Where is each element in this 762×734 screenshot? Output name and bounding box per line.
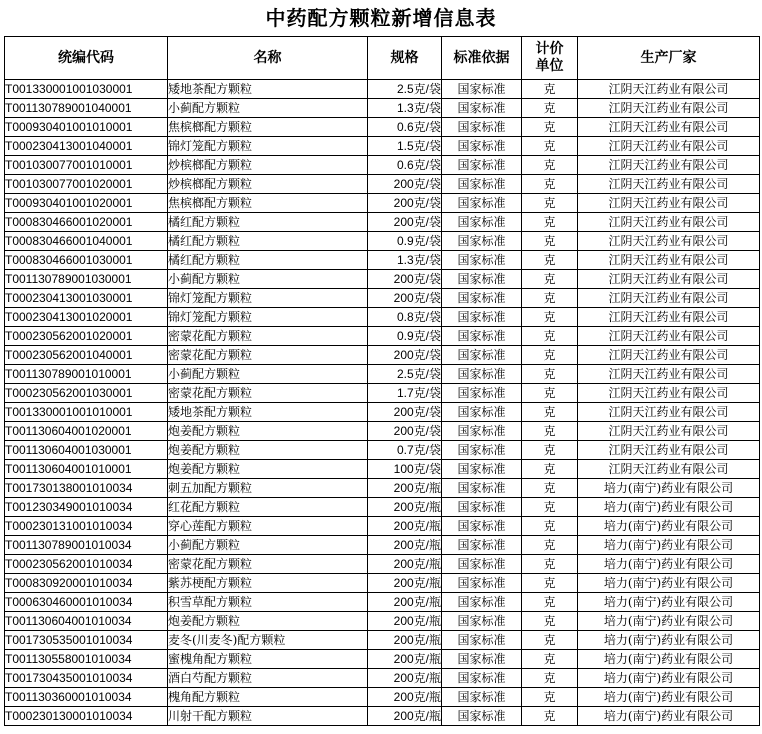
manufacturer-cell: 江阴天江药业有限公司 bbox=[578, 270, 760, 289]
table-row bbox=[5, 669, 760, 688]
standard-cell: 国家标准 bbox=[442, 669, 522, 688]
code-cell: T001230349001010034 bbox=[5, 498, 168, 517]
spec-cell: 200克/袋 bbox=[368, 270, 442, 289]
spec-cell: 0.8克/袋 bbox=[368, 308, 442, 327]
code-cell: T000230131001010034 bbox=[5, 517, 168, 536]
standard-cell: 国家标准 bbox=[442, 460, 522, 479]
code-cell: T000230562001030001 bbox=[5, 384, 168, 403]
spec-cell: 1.3克/袋 bbox=[368, 99, 442, 118]
header-name: 名称 bbox=[168, 37, 368, 80]
standard-cell: 国家标准 bbox=[442, 422, 522, 441]
code-cell: T001130789001010001 bbox=[5, 365, 168, 384]
code-cell: T001130558001010034 bbox=[5, 650, 168, 669]
unit-cell: 克 bbox=[522, 194, 578, 213]
table-row bbox=[5, 156, 760, 175]
unit-cell: 克 bbox=[522, 156, 578, 175]
standard-cell: 国家标准 bbox=[442, 612, 522, 631]
table-row bbox=[5, 498, 760, 517]
standard-cell: 国家标准 bbox=[442, 270, 522, 289]
manufacturer-cell: 江阴天江药业有限公司 bbox=[578, 80, 760, 99]
standard-cell: 国家标准 bbox=[442, 479, 522, 498]
name-cell: 紫苏梗配方颗粒 bbox=[168, 574, 368, 593]
name-cell: 锦灯笼配方颗粒 bbox=[168, 137, 368, 156]
table-row bbox=[5, 517, 760, 536]
spec-cell: 0.9克/袋 bbox=[368, 327, 442, 346]
name-cell: 积雪草配方颗粒 bbox=[168, 593, 368, 612]
manufacturer-cell: 江阴天江药业有限公司 bbox=[578, 403, 760, 422]
standard-cell: 国家标准 bbox=[442, 346, 522, 365]
spec-cell: 0.6克/袋 bbox=[368, 156, 442, 175]
table-row bbox=[5, 365, 760, 384]
standard-cell: 国家标准 bbox=[442, 80, 522, 99]
header-manufacturer: 生产厂家 bbox=[578, 37, 760, 80]
name-cell: 锦灯笼配方颗粒 bbox=[168, 308, 368, 327]
unit-cell: 克 bbox=[522, 574, 578, 593]
spec-cell: 200克/袋 bbox=[368, 175, 442, 194]
table-row bbox=[5, 232, 760, 251]
manufacturer-cell: 江阴天江药业有限公司 bbox=[578, 422, 760, 441]
manufacturer-cell: 江阴天江药业有限公司 bbox=[578, 327, 760, 346]
manufacturer-cell: 培力(南宁)药业有限公司 bbox=[578, 555, 760, 574]
name-cell: 橘红配方颗粒 bbox=[168, 251, 368, 270]
standard-cell: 国家标准 bbox=[442, 517, 522, 536]
standard-cell: 国家标准 bbox=[442, 498, 522, 517]
manufacturer-cell: 培力(南宁)药业有限公司 bbox=[578, 631, 760, 650]
table-row bbox=[5, 327, 760, 346]
code-cell: T000230562001040001 bbox=[5, 346, 168, 365]
manufacturer-cell: 培力(南宁)药业有限公司 bbox=[578, 574, 760, 593]
standard-cell: 国家标准 bbox=[442, 99, 522, 118]
manufacturer-cell: 江阴天江药业有限公司 bbox=[578, 137, 760, 156]
name-cell: 穿心莲配方颗粒 bbox=[168, 517, 368, 536]
unit-cell: 克 bbox=[522, 99, 578, 118]
name-cell: 蜜槐角配方颗粒 bbox=[168, 650, 368, 669]
standard-cell: 国家标准 bbox=[442, 650, 522, 669]
spec-cell: 200克/瓶 bbox=[368, 517, 442, 536]
unit-cell: 克 bbox=[522, 327, 578, 346]
name-cell: 槐角配方颗粒 bbox=[168, 688, 368, 707]
name-cell: 炮姜配方颗粒 bbox=[168, 422, 368, 441]
spec-cell: 2.5克/袋 bbox=[368, 80, 442, 99]
spec-cell: 200克/袋 bbox=[368, 194, 442, 213]
table-row bbox=[5, 175, 760, 194]
code-cell: T001130789001010034 bbox=[5, 536, 168, 555]
name-cell: 矮地茶配方颗粒 bbox=[168, 80, 368, 99]
standard-cell: 国家标准 bbox=[442, 137, 522, 156]
manufacturer-cell: 江阴天江药业有限公司 bbox=[578, 441, 760, 460]
table-row bbox=[5, 707, 760, 726]
code-cell: T000230413001040001 bbox=[5, 137, 168, 156]
spec-cell: 200克/瓶 bbox=[368, 498, 442, 517]
manufacturer-cell: 江阴天江药业有限公司 bbox=[578, 460, 760, 479]
standard-cell: 国家标准 bbox=[442, 327, 522, 346]
spec-cell: 200克/瓶 bbox=[368, 479, 442, 498]
table-row bbox=[5, 403, 760, 422]
spec-cell: 200克/瓶 bbox=[368, 707, 442, 726]
standard-cell: 国家标准 bbox=[442, 555, 522, 574]
table-row bbox=[5, 536, 760, 555]
unit-cell: 克 bbox=[522, 80, 578, 99]
code-cell: T001130604001010001 bbox=[5, 460, 168, 479]
spec-cell: 200克/瓶 bbox=[368, 593, 442, 612]
code-cell: T000230562001020001 bbox=[5, 327, 168, 346]
table-row bbox=[5, 270, 760, 289]
unit-cell: 克 bbox=[522, 175, 578, 194]
spec-cell: 0.9克/袋 bbox=[368, 232, 442, 251]
unit-cell: 克 bbox=[522, 612, 578, 631]
standard-cell: 国家标准 bbox=[442, 156, 522, 175]
unit-cell: 克 bbox=[522, 593, 578, 612]
unit-cell: 克 bbox=[522, 289, 578, 308]
spec-cell: 200克/瓶 bbox=[368, 669, 442, 688]
table-row bbox=[5, 289, 760, 308]
manufacturer-cell: 江阴天江药业有限公司 bbox=[578, 156, 760, 175]
name-cell: 炒槟榔配方颗粒 bbox=[168, 175, 368, 194]
name-cell: 橘红配方颗粒 bbox=[168, 213, 368, 232]
manufacturer-cell: 江阴天江药业有限公司 bbox=[578, 251, 760, 270]
unit-cell: 克 bbox=[522, 346, 578, 365]
standard-cell: 国家标准 bbox=[442, 365, 522, 384]
manufacturer-cell: 江阴天江药业有限公司 bbox=[578, 232, 760, 251]
table-row bbox=[5, 213, 760, 232]
name-cell: 炮姜配方颗粒 bbox=[168, 441, 368, 460]
unit-cell: 克 bbox=[522, 232, 578, 251]
manufacturer-cell: 江阴天江药业有限公司 bbox=[578, 99, 760, 118]
code-cell: T000230413001030001 bbox=[5, 289, 168, 308]
manufacturer-cell: 江阴天江药业有限公司 bbox=[578, 175, 760, 194]
table-row bbox=[5, 688, 760, 707]
spec-cell: 200克/瓶 bbox=[368, 650, 442, 669]
code-cell: T001330001001030001 bbox=[5, 80, 168, 99]
unit-cell: 克 bbox=[522, 365, 578, 384]
name-cell: 密蒙花配方颗粒 bbox=[168, 327, 368, 346]
table-row bbox=[5, 612, 760, 631]
unit-cell: 克 bbox=[522, 441, 578, 460]
name-cell: 炮姜配方颗粒 bbox=[168, 460, 368, 479]
code-cell: T000230130001010034 bbox=[5, 707, 168, 726]
unit-cell: 克 bbox=[522, 251, 578, 270]
table-row bbox=[5, 137, 760, 156]
name-cell: 酒白芍配方颗粒 bbox=[168, 669, 368, 688]
manufacturer-cell: 培力(南宁)药业有限公司 bbox=[578, 688, 760, 707]
table-row bbox=[5, 80, 760, 99]
standard-cell: 国家标准 bbox=[442, 688, 522, 707]
header-unit: 计价单位 bbox=[522, 37, 578, 80]
code-cell: T000830466001040001 bbox=[5, 232, 168, 251]
name-cell: 小蓟配方颗粒 bbox=[168, 270, 368, 289]
standard-cell: 国家标准 bbox=[442, 441, 522, 460]
unit-cell: 克 bbox=[522, 669, 578, 688]
spec-cell: 2.5克/袋 bbox=[368, 365, 442, 384]
table-row bbox=[5, 460, 760, 479]
name-cell: 红花配方颗粒 bbox=[168, 498, 368, 517]
unit-cell: 克 bbox=[522, 688, 578, 707]
manufacturer-cell: 培力(南宁)药业有限公司 bbox=[578, 498, 760, 517]
spec-cell: 200克/瓶 bbox=[368, 612, 442, 631]
name-cell: 锦灯笼配方颗粒 bbox=[168, 289, 368, 308]
manufacturer-cell: 培力(南宁)药业有限公司 bbox=[578, 517, 760, 536]
table-row bbox=[5, 650, 760, 669]
code-cell: T000230413001020001 bbox=[5, 308, 168, 327]
table-row bbox=[5, 194, 760, 213]
manufacturer-cell: 培力(南宁)药业有限公司 bbox=[578, 536, 760, 555]
name-cell: 焦槟榔配方颗粒 bbox=[168, 194, 368, 213]
standard-cell: 国家标准 bbox=[442, 403, 522, 422]
standard-cell: 国家标准 bbox=[442, 593, 522, 612]
manufacturer-cell: 培力(南宁)药业有限公司 bbox=[578, 479, 760, 498]
unit-cell: 克 bbox=[522, 118, 578, 137]
spec-cell: 1.7克/袋 bbox=[368, 384, 442, 403]
manufacturer-cell: 江阴天江药业有限公司 bbox=[578, 308, 760, 327]
standard-cell: 国家标准 bbox=[442, 707, 522, 726]
table-header-row bbox=[5, 37, 760, 80]
code-cell: T000930401001010001 bbox=[5, 118, 168, 137]
unit-cell: 克 bbox=[522, 536, 578, 555]
header-code: 统编代码 bbox=[5, 37, 168, 80]
spec-cell: 0.6克/袋 bbox=[368, 118, 442, 137]
standard-cell: 国家标准 bbox=[442, 289, 522, 308]
unit-cell: 克 bbox=[522, 631, 578, 650]
manufacturer-cell: 培力(南宁)药业有限公司 bbox=[578, 707, 760, 726]
name-cell: 密蒙花配方颗粒 bbox=[168, 384, 368, 403]
table-row bbox=[5, 441, 760, 460]
code-cell: T001130604001030001 bbox=[5, 441, 168, 460]
spec-cell: 200克/袋 bbox=[368, 422, 442, 441]
spec-cell: 200克/瓶 bbox=[368, 688, 442, 707]
spec-cell: 200克/袋 bbox=[368, 289, 442, 308]
spec-cell: 200克/瓶 bbox=[368, 555, 442, 574]
table-row bbox=[5, 574, 760, 593]
unit-cell: 克 bbox=[522, 270, 578, 289]
table-row bbox=[5, 631, 760, 650]
unit-cell: 克 bbox=[522, 555, 578, 574]
name-cell: 麦冬(川麦冬)配方颗粒 bbox=[168, 631, 368, 650]
granule-info-table bbox=[4, 36, 760, 726]
standard-cell: 国家标准 bbox=[442, 213, 522, 232]
code-cell: T001330001001010001 bbox=[5, 403, 168, 422]
manufacturer-cell: 江阴天江药业有限公司 bbox=[578, 289, 760, 308]
name-cell: 小蓟配方颗粒 bbox=[168, 536, 368, 555]
name-cell: 密蒙花配方颗粒 bbox=[168, 555, 368, 574]
table-row bbox=[5, 479, 760, 498]
name-cell: 刺五加配方颗粒 bbox=[168, 479, 368, 498]
table-body bbox=[5, 80, 760, 726]
standard-cell: 国家标准 bbox=[442, 631, 522, 650]
standard-cell: 国家标准 bbox=[442, 536, 522, 555]
code-cell: T001130789001040001 bbox=[5, 99, 168, 118]
manufacturer-cell: 江阴天江药业有限公司 bbox=[578, 194, 760, 213]
name-cell: 小蓟配方颗粒 bbox=[168, 365, 368, 384]
unit-cell: 克 bbox=[522, 707, 578, 726]
name-cell: 密蒙花配方颗粒 bbox=[168, 346, 368, 365]
standard-cell: 国家标准 bbox=[442, 175, 522, 194]
manufacturer-cell: 江阴天江药业有限公司 bbox=[578, 118, 760, 137]
unit-cell: 克 bbox=[522, 479, 578, 498]
code-cell: T001730435001010034 bbox=[5, 669, 168, 688]
unit-cell: 克 bbox=[522, 308, 578, 327]
code-cell: T000630460001010034 bbox=[5, 593, 168, 612]
unit-cell: 克 bbox=[522, 650, 578, 669]
unit-cell: 克 bbox=[522, 403, 578, 422]
manufacturer-cell: 培力(南宁)药业有限公司 bbox=[578, 669, 760, 688]
unit-cell: 克 bbox=[522, 422, 578, 441]
code-cell: T001130360001010034 bbox=[5, 688, 168, 707]
table-row bbox=[5, 384, 760, 403]
name-cell: 橘红配方颗粒 bbox=[168, 232, 368, 251]
standard-cell: 国家标准 bbox=[442, 574, 522, 593]
table-row bbox=[5, 422, 760, 441]
table-row bbox=[5, 346, 760, 365]
table-row bbox=[5, 555, 760, 574]
code-cell: T001030077001010001 bbox=[5, 156, 168, 175]
spec-cell: 200克/瓶 bbox=[368, 536, 442, 555]
spec-cell: 0.7克/袋 bbox=[368, 441, 442, 460]
unit-cell: 克 bbox=[522, 384, 578, 403]
code-cell: T001130604001020001 bbox=[5, 422, 168, 441]
code-cell: T000830466001030001 bbox=[5, 251, 168, 270]
spec-cell: 200克/瓶 bbox=[368, 574, 442, 593]
code-cell: T001030077001020001 bbox=[5, 175, 168, 194]
manufacturer-cell: 培力(南宁)药业有限公司 bbox=[578, 612, 760, 631]
standard-cell: 国家标准 bbox=[442, 232, 522, 251]
name-cell: 小蓟配方颗粒 bbox=[168, 99, 368, 118]
code-cell: T000230562001010034 bbox=[5, 555, 168, 574]
manufacturer-cell: 培力(南宁)药业有限公司 bbox=[578, 593, 760, 612]
code-cell: T001730138001010034 bbox=[5, 479, 168, 498]
spec-cell: 1.3克/袋 bbox=[368, 251, 442, 270]
code-cell: T000830920001010034 bbox=[5, 574, 168, 593]
table-row bbox=[5, 251, 760, 270]
manufacturer-cell: 江阴天江药业有限公司 bbox=[578, 346, 760, 365]
page-title: 中药配方颗粒新增信息表 bbox=[265, 6, 497, 30]
code-cell: T001130604001010034 bbox=[5, 612, 168, 631]
table-row bbox=[5, 99, 760, 118]
code-cell: T001730535001010034 bbox=[5, 631, 168, 650]
code-cell: T001130789001030001 bbox=[5, 270, 168, 289]
spec-cell: 200克/袋 bbox=[368, 213, 442, 232]
name-cell: 焦槟榔配方颗粒 bbox=[168, 118, 368, 137]
unit-cell: 克 bbox=[522, 517, 578, 536]
unit-cell: 克 bbox=[522, 460, 578, 479]
name-cell: 炮姜配方颗粒 bbox=[168, 612, 368, 631]
manufacturer-cell: 培力(南宁)药业有限公司 bbox=[578, 650, 760, 669]
name-cell: 矮地茶配方颗粒 bbox=[168, 403, 368, 422]
name-cell: 炒槟榔配方颗粒 bbox=[168, 156, 368, 175]
code-cell: T000930401001020001 bbox=[5, 194, 168, 213]
unit-cell: 克 bbox=[522, 213, 578, 232]
spec-cell: 100克/袋 bbox=[368, 460, 442, 479]
standard-cell: 国家标准 bbox=[442, 308, 522, 327]
spec-cell: 1.5克/袋 bbox=[368, 137, 442, 156]
manufacturer-cell: 江阴天江药业有限公司 bbox=[578, 213, 760, 232]
header-standard: 标准依据 bbox=[442, 37, 522, 80]
code-cell: T000830466001020001 bbox=[5, 213, 168, 232]
header-spec: 规格 bbox=[368, 37, 442, 80]
unit-cell: 克 bbox=[522, 137, 578, 156]
manufacturer-cell: 江阴天江药业有限公司 bbox=[578, 384, 760, 403]
standard-cell: 国家标准 bbox=[442, 251, 522, 270]
standard-cell: 国家标准 bbox=[442, 194, 522, 213]
table-row bbox=[5, 308, 760, 327]
standard-cell: 国家标准 bbox=[442, 118, 522, 137]
spec-cell: 200克/袋 bbox=[368, 346, 442, 365]
spec-cell: 200克/袋 bbox=[368, 403, 442, 422]
standard-cell: 国家标准 bbox=[442, 384, 522, 403]
spec-cell: 200克/瓶 bbox=[368, 631, 442, 650]
name-cell: 川射干配方颗粒 bbox=[168, 707, 368, 726]
manufacturer-cell: 江阴天江药业有限公司 bbox=[578, 365, 760, 384]
table-row bbox=[5, 118, 760, 137]
table-row bbox=[5, 593, 760, 612]
unit-cell: 克 bbox=[522, 498, 578, 517]
